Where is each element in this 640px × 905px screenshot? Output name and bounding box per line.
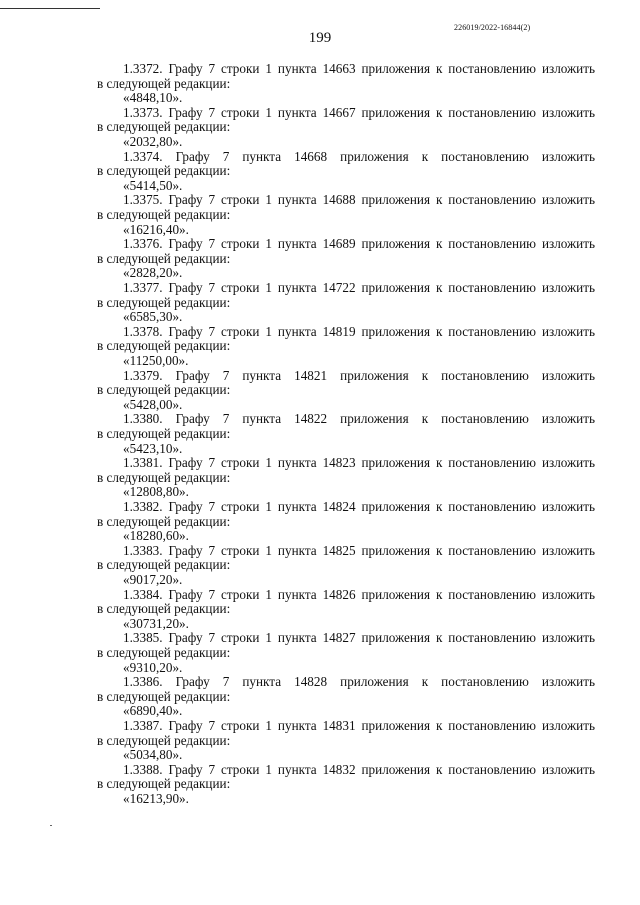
amendment-value: «12808,80». — [123, 484, 189, 500]
amendment-instruction: 1.3384. Графу 7 строки 1 пункта 14826 приложения к постановлению изложить — [123, 586, 595, 602]
amendment-value: «9017,20». — [123, 571, 183, 587]
amendment-instruction: 1.3375. Графу 7 строки 1 пункта 14688 приложения к постановлению изложить — [123, 192, 595, 208]
amendment-item — [97, 150, 595, 194]
amendment-continuation: в следующей редакции: — [97, 688, 231, 704]
amendment-instruction: 1.3380. Графу 7 пункта 14822 приложения к постановлению изложить — [123, 411, 595, 427]
amendment-continuation: в следующей редакции: — [97, 75, 231, 91]
amendment-value: «30731,20». — [123, 615, 189, 631]
amendment-item — [97, 369, 595, 413]
amendment-continuation: в следующей редакции: — [97, 338, 231, 354]
amendment-instruction: 1.3378. Графу 7 строки 1 пункта 14819 приложения к постановлению изложить — [123, 323, 595, 339]
amendment-instruction: 1.3372. Графу 7 строки 1 пункта 14663 приложения к постановлению изложить — [123, 61, 595, 76]
amendment-continuation: в следующей редакции: — [97, 163, 231, 179]
document-body — [97, 62, 595, 807]
amendment-value: «18280,60». — [123, 528, 189, 544]
amendment-continuation: в следующей редакции: — [97, 206, 231, 222]
amendment-item — [97, 412, 595, 456]
amendment-value: «5428,00». — [123, 396, 183, 412]
amendment-item — [97, 675, 595, 719]
amendment-item — [97, 631, 595, 675]
amendment-instruction: 1.3373. Графу 7 строки 1 пункта 14667 приложения к постановлению изложить — [123, 104, 595, 120]
amendment-value: «6890,40». — [123, 703, 183, 719]
amendment-instruction: 1.3382. Графу 7 строки 1 пункта 14824 приложения к постановлению изложить — [123, 498, 595, 514]
amendment-value: «5034,80». — [123, 747, 183, 763]
amendment-item — [97, 588, 595, 632]
amendment-continuation: в следующей редакции: — [97, 425, 231, 441]
amendment-value: «2032,80». — [123, 133, 183, 149]
amendment-item — [97, 456, 595, 500]
amendment-item — [97, 281, 595, 325]
amendment-continuation: в следующей редакции: — [97, 294, 231, 310]
amendment-continuation: в следующей редакции: — [97, 557, 231, 573]
amendment-instruction: 1.3381. Графу 7 строки 1 пункта 14823 приложения к постановлению изложить — [123, 455, 595, 471]
amendment-instruction: 1.3385. Графу 7 строки 1 пункта 14827 приложения к постановлению изложить — [123, 630, 595, 646]
amendment-instruction: 1.3376. Графу 7 строки 1 пункта 14689 приложения к постановлению изложить — [123, 236, 595, 252]
amendment-instruction: 1.3388. Графу 7 строки 1 пункта 14832 приложения к постановлению изложить — [123, 761, 595, 777]
amendment-value: «16216,40». — [123, 221, 189, 237]
amendment-item — [97, 763, 595, 807]
amendment-instruction: 1.3379. Графу 7 пункта 14821 приложения к постановлению изложить — [123, 367, 595, 383]
amendment-instruction: 1.3386. Графу 7 пункта 14828 приложения к постановлению изложить — [123, 674, 595, 690]
amendment-instruction: 1.3374. Графу 7 пункта 14668 приложения к постановлению изложить — [123, 148, 595, 164]
amendment-instruction: 1.3377. Графу 7 строки 1 пункта 14722 приложения к постановлению изложить — [123, 279, 595, 295]
amendment-continuation: в следующей редакции: — [97, 250, 231, 266]
page-number: 199 — [308, 30, 332, 46]
amendment-item — [97, 237, 595, 281]
amendment-item — [97, 62, 595, 106]
document-number: 226019/2022-16844(2) — [454, 23, 531, 32]
amendment-item — [97, 500, 595, 544]
amendment-item — [97, 719, 595, 763]
amendment-instruction: 1.3387. Графу 7 строки 1 пункта 14831 приложения к постановлению изложить — [123, 717, 595, 733]
amendment-value: «11250,00». — [123, 352, 189, 368]
amendment-value: «5423,10». — [123, 440, 183, 456]
amendment-item — [97, 193, 595, 237]
amendment-item — [97, 106, 595, 150]
amendment-continuation: в следующей редакции: — [97, 119, 231, 135]
header-rule — [0, 8, 100, 9]
amendment-continuation: в следующей редакции: — [97, 644, 231, 660]
amendment-value: «9310,20». — [123, 659, 183, 675]
amendment-continuation: в следующей редакции: — [97, 732, 231, 748]
amendment-item — [97, 544, 595, 588]
amendment-continuation: в следующей редакции: — [97, 382, 231, 398]
amendment-value: «16213,90». — [123, 790, 189, 806]
amendment-value: «5414,50». — [123, 177, 183, 193]
amendment-instruction: 1.3383. Графу 7 строки 1 пункта 14825 приложения к постановлению изложить — [123, 542, 595, 558]
amendment-continuation: в следующей редакции: — [97, 513, 231, 529]
amendment-continuation: в следующей редакции: — [97, 601, 231, 617]
amendment-value: «2828,20». — [123, 265, 183, 281]
amendment-value: «6585,30». — [123, 309, 183, 325]
amendment-continuation: в следующей редакции: — [97, 776, 231, 792]
amendment-continuation: в следующей редакции: — [97, 469, 231, 485]
scan-speck — [50, 825, 52, 826]
amendment-value: «4848,10». — [123, 90, 183, 106]
amendment-item — [97, 325, 595, 369]
